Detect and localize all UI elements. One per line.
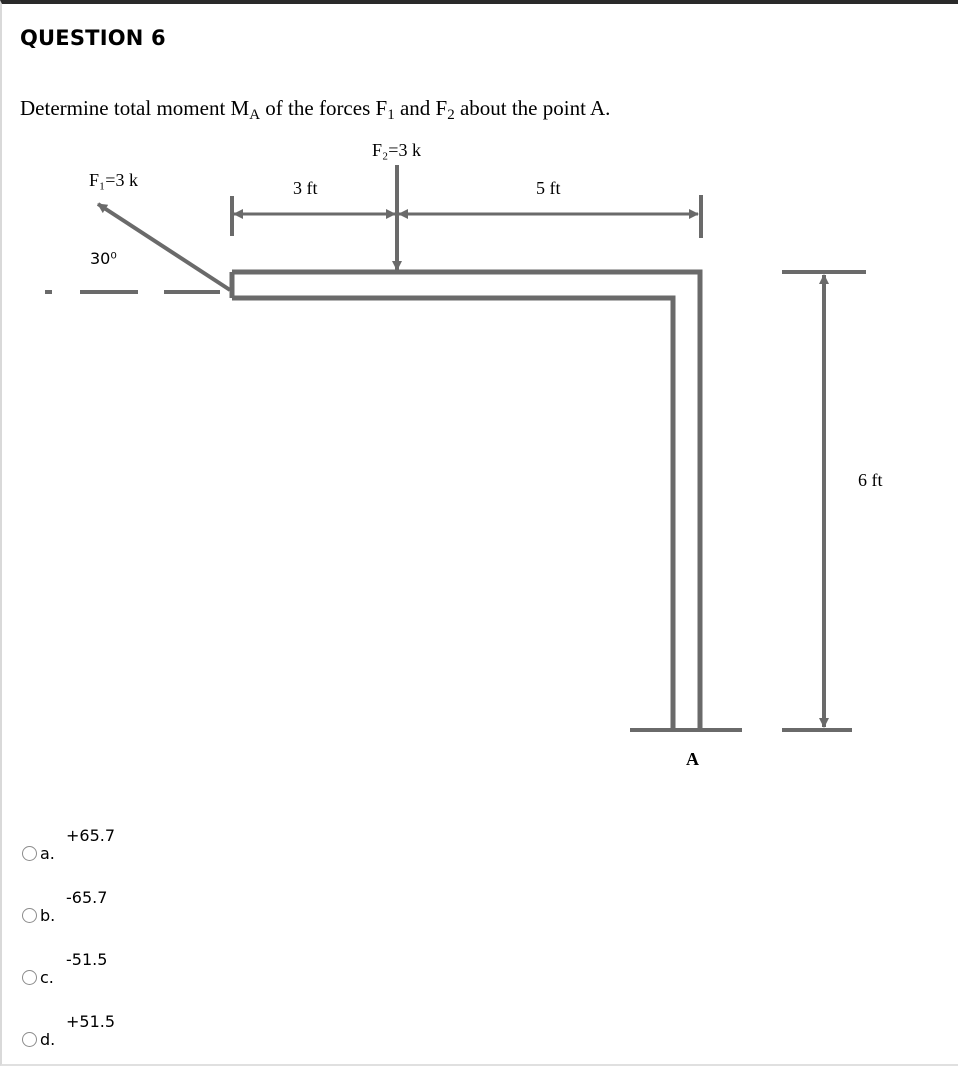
option-value: -65.7 xyxy=(66,888,108,907)
prompt-sub-a: A xyxy=(249,107,261,123)
option-letter: a. xyxy=(40,844,55,863)
prompt-sub-2: 2 xyxy=(447,107,455,123)
prompt-start: Determine total moment M xyxy=(20,96,250,120)
beam-inner xyxy=(232,298,673,730)
dim-6ft-label: 6 ft xyxy=(858,470,883,490)
question-prompt xyxy=(20,96,610,124)
point-a-label: A xyxy=(686,749,699,769)
radio-option-d[interactable] xyxy=(22,1032,37,1047)
angle-label: 30⁰ xyxy=(90,249,117,268)
f1-label: F₁=3 k xyxy=(89,170,138,190)
dim-3ft-label: 3 ft xyxy=(293,178,318,198)
option-value: -51.5 xyxy=(66,950,108,969)
radio-option-c[interactable] xyxy=(22,970,37,985)
option-letter: d. xyxy=(40,1030,56,1049)
beam-outer xyxy=(232,272,700,730)
dim-5ft-label: 5 ft xyxy=(536,178,561,198)
radio-option-b[interactable] xyxy=(22,908,37,923)
option-value: +51.5 xyxy=(66,1012,116,1031)
option-letter: b. xyxy=(40,906,56,925)
prompt-end: about the point A. xyxy=(454,96,611,120)
question-title: QUESTION 6 xyxy=(20,26,166,50)
prompt-mid2: and F xyxy=(394,96,448,120)
option-letter: c. xyxy=(40,968,54,987)
prompt-mid: of the forces F xyxy=(260,96,388,120)
f1-force-arrow xyxy=(98,204,230,290)
f2-label: F₂=3 k xyxy=(372,140,421,160)
prompt-sub-1: 1 xyxy=(387,107,395,123)
force-diagram xyxy=(0,130,960,780)
radio-option-a[interactable] xyxy=(22,846,37,861)
option-value: +65.7 xyxy=(66,826,116,845)
